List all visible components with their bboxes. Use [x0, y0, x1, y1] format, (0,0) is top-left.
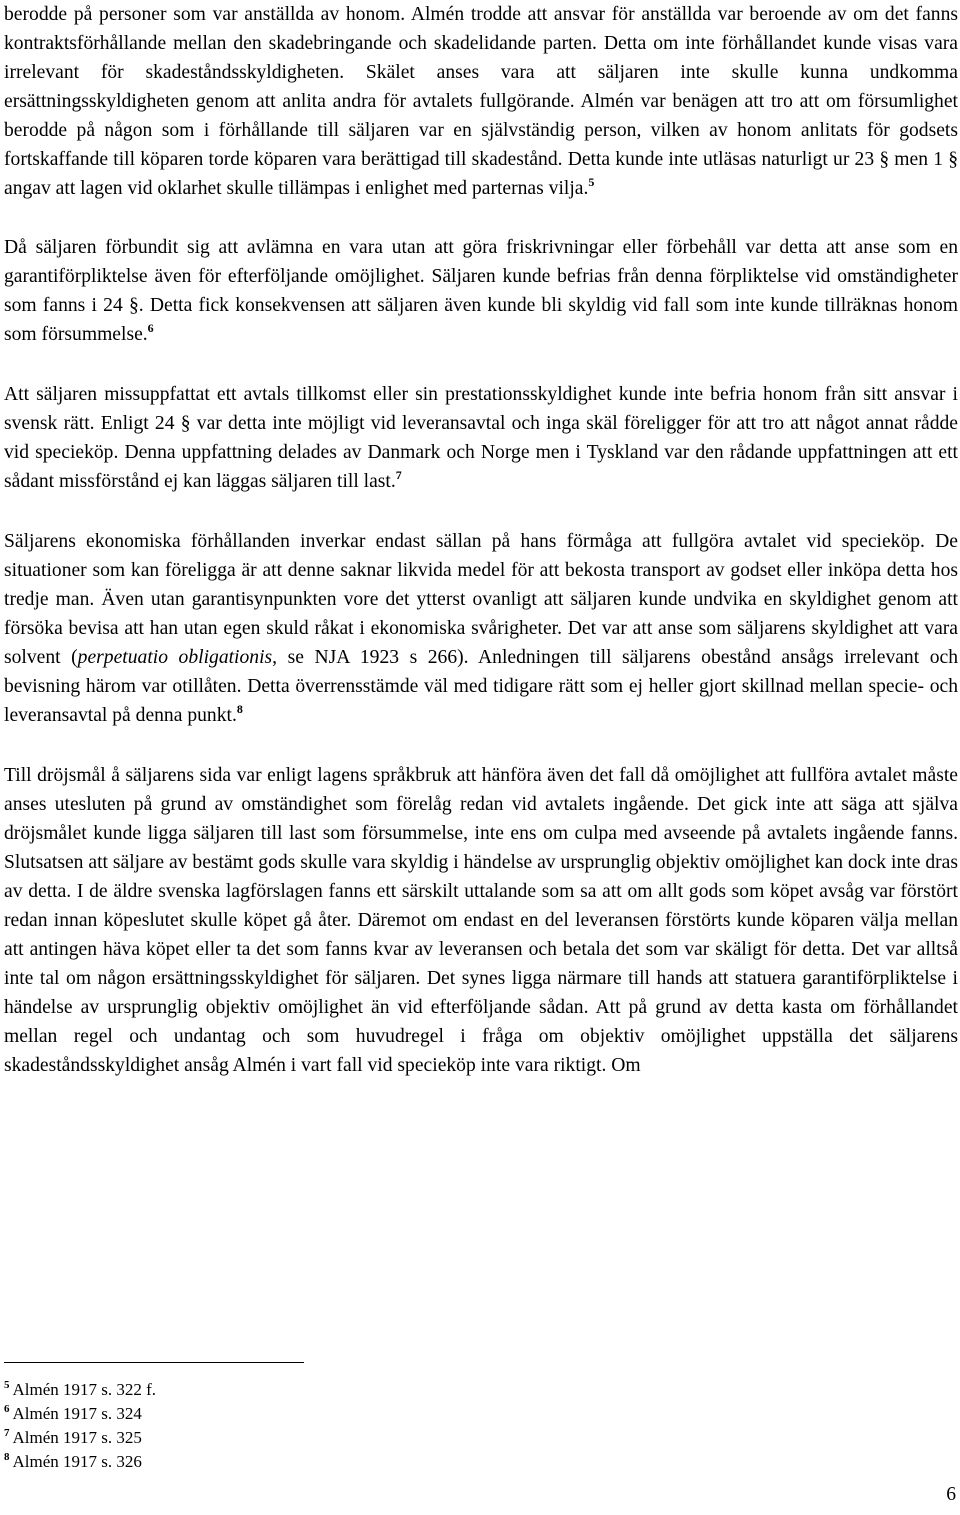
- paragraph-1: [4, 0, 958, 203]
- footnote-item: [4, 1450, 156, 1474]
- footnote-number: 5: [4, 1379, 10, 1391]
- paragraph-3: [4, 380, 958, 496]
- footnote-text: Almén 1917 s. 322 f.: [12, 1380, 157, 1399]
- footnote-number: 7: [4, 1427, 10, 1439]
- paragraph-text: Säljarens ekonomiska förhållanden inverkar endast sällan på hans förmåga att fullgöra avtalet vid specieköp. De situationer som kan föreligga är att denne saknar likvida medel för att bekosta transport av godset eller inköpa detta hos tredje man. Även utan garantisynpunkten vore det ytterst ovanligt att säljaren kunde undvika en skyldighet genom att försöka bevisa att han utan egen skuld råkat i ekonomiska svårigheter. Det var att anse som säljarens skyldighet att vara solvent (: [4, 531, 958, 668]
- footnote-text: Almén 1917 s. 324: [12, 1404, 142, 1423]
- footnote-ref[interactable]: 8: [236, 702, 243, 716]
- paragraph-text: berodde på personer som var anställda av honom. Almén trodde att ansvar för anställda var beroende av om det fanns kontraktsförhållande mellan den skadebringande och skadelidande parten. Detta om inte förhållandet kunde visas vara irrelevant för skadeståndsskyldigheten. Skälet anses vara att säljaren inte skulle kunna undkomma ersättningsskyldigheten genom att anlita andra för avtalets fullgörande. Almén var benägen att tro att om försumlighet berodde på någon som i förhållande till säljaren var en självständig person, vilken av honom anlitats för godsets fortskaffande till köparen torde köparen vara berättigad till skadestånd. Detta kunde inte utläsas naturligt ur 23 § men 1 § angav att lagen vid oklarhet skulle tillämpas i enlighet med parternas vilja.: [4, 4, 958, 199]
- footnote-ref[interactable]: 6: [147, 321, 154, 335]
- footnotes: [4, 1378, 156, 1474]
- paragraph-2: [4, 233, 958, 349]
- footnote-ref[interactable]: 7: [395, 468, 402, 482]
- footnote-text: Almén 1917 s. 326: [12, 1452, 142, 1471]
- paragraph-text-continued: , se NJA 1923 s 266). Anledningen till säljarens obestånd ansågs irrelevant och bevisning härom var otillåten. Detta överrensstämde väl med tidigare rätt som ej heller gjort skillnad mellan specie- och leveransavtal på denna punkt.: [4, 647, 959, 726]
- footnote-item: [4, 1402, 156, 1426]
- footnote-number: 8: [4, 1451, 10, 1463]
- paragraph-5: [4, 761, 958, 1080]
- footnote-item: [4, 1426, 156, 1450]
- paragraph-text: Till dröjsmål å säljarens sida var enligt lagens språkbruk att hänföra även det fall då omöjlighet att fullföra avtalet måste anses utesluten på grund av omständighet som förelåg redan vid avtalets ingående. Det gick inte att säga att själva dröjsmålet kunde ligga säljaren till last som försummelse, inte ens om culpa med avseende på avtalets ingående fanns. Slutsatsen att säljare av bestämt gods skulle vara skyldig i händelse av ursprunglig objektiv omöjlighet kan dock inte dras av detta. I de äldre svenska lagförslagen fanns ett särskilt uttalande som sa att om allt gods som köpet avsåg var förstört redan innan köpeslutet skulle köpet gå åter. Däremot om endast en del leveransen förstörts kunde köparen välja mellan att antingen häva köpet eller ta det som fanns kvar av leveransen och betala det som var skäligt för detta. Det var alltså inte tal om någon ersättningsskyldighet för säljaren. Det synes ligga närmare till hands att statuera garantiförpliktelse i händelse av ursprunglig objektiv omöjlighet än vid efterföljande sådan. Att på grund av detta kasta om förhållandet mellan regel och undantag och som huvudregel i fråga om objektiv omöjlighet uppställa det säljarens skadeståndsskyldighet ansåg Almén i vart fall vid specieköp inte vara riktigt. Om: [4, 765, 958, 1076]
- paragraph-text: Att säljaren missuppfattat ett avtals tillkomst eller sin prestationsskyldighet kunde inte befria honom från sitt ansvar i svensk rätt. Enligt 24 § var detta inte möjligt vid leveransavtal och inga skäl föreligger för att tro att något annat rådde vid specieköp. Denna uppfattning delades av Danmark och Norge men i Tyskland var den rådande uppfattningen att ett sådant missförstånd ej kan läggas säljaren till last.: [4, 384, 958, 492]
- footnote-text: Almén 1917 s. 325: [12, 1428, 142, 1447]
- footnote-ref[interactable]: 5: [588, 175, 595, 189]
- footnote-item: [4, 1378, 156, 1402]
- paragraph-text: Då säljaren förbundit sig att avlämna en vara utan att göra friskrivningar eller förbehåll var detta att anse som en garantiförpliktelse även för efterföljande omöjlighet. Säljaren kunde befrias från denna förpliktelse vid omständigheter som fanns i 24 §. Detta fick konsekvensen att säljaren även kunde bli skyldig vid fall som inte kunde tillräknas honom som försummelse.: [4, 237, 958, 345]
- page-body: [4, 0, 958, 1080]
- paragraph-4: [4, 527, 958, 730]
- footnote-divider: [4, 1362, 304, 1363]
- latin-term: perpetuatio obligationis: [77, 647, 273, 668]
- page-number: 6: [946, 1484, 956, 1505]
- footnote-number: 6: [4, 1403, 10, 1415]
